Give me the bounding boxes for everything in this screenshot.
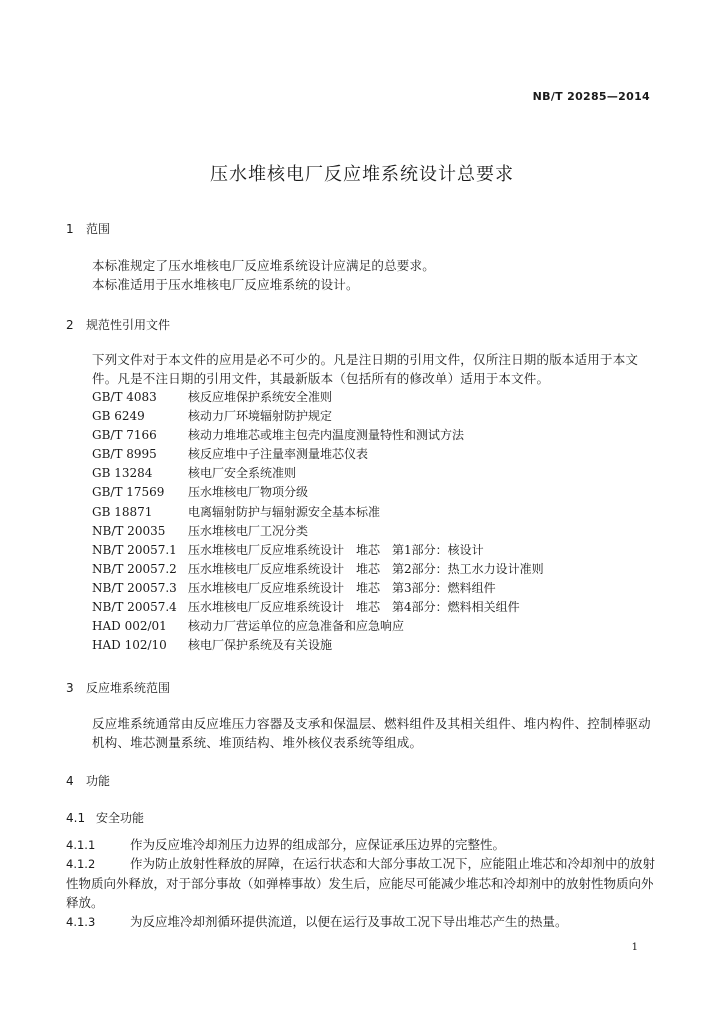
section-2-heading	[66, 316, 170, 333]
document-title: 压水堆核电厂反应堆系统设计总要求	[210, 164, 514, 185]
reference-title: 核动力厂营运单位的应急准备和应急响应	[188, 619, 405, 634]
intro-text: 下列文件对于本文件的应用是必不可少的。凡是注日期的引用文件，仅所注日期的版本适用于本文件。凡是不注日期的引用文件，其最新版本（包括所有的修改单）适用于本文件。	[92, 352, 639, 386]
reference-title: 核电厂安全系统准则	[188, 466, 297, 481]
list-item	[92, 617, 544, 636]
section-3-heading	[66, 679, 170, 696]
section-title: 安全功能	[96, 811, 145, 825]
list-item	[92, 598, 544, 617]
clause-text: 作为防止放射性释放的屏障，在运行状态和大部分事故工况下，应能阻止堆芯和冷却剂中的放射性物质向外释放，对于部分事故（如弹棒事故）发生后，应能尽可能减少堆芯和冷却剂中的放射性物质向外释放。	[66, 856, 656, 910]
section-3-paragraph	[66, 714, 662, 752]
section-1-paragraph-1: 本标准规定了压水堆核电厂反应堆系统设计应满足的总要求。	[92, 258, 435, 273]
section-1-paragraph-2: 本标准适用于压水堆核电厂反应堆系统的设计。	[92, 277, 359, 292]
clause-4-1-1	[66, 835, 660, 855]
reference-title: 压水堆核电厂反应堆系统设计 堆芯 第2部分：热工水力设计准则	[188, 561, 544, 576]
reference-title: 核电厂保护系统及有关设施	[188, 638, 333, 653]
section-1-heading	[66, 220, 110, 237]
clause-number: 4.1.1	[66, 838, 96, 852]
list-item	[92, 522, 544, 541]
reference-title: 压水堆核电厂反应堆系统设计 堆芯 第1部分：核设计	[188, 542, 484, 557]
reference-code: NB/T 20035	[92, 523, 166, 538]
section-4-heading	[66, 772, 110, 789]
clause-4-1-3	[66, 912, 660, 932]
section-number: 2	[66, 318, 74, 332]
section-4-1-heading	[66, 809, 144, 826]
section-title: 范围	[86, 222, 111, 236]
list-item	[92, 464, 544, 483]
reference-title: 核动力厂环境辐射防护规定	[188, 409, 333, 424]
clause-number: 4.1.3	[66, 915, 96, 929]
section-title: 功能	[86, 774, 111, 788]
reference-title: 压水堆核电厂反应堆系统设计 堆芯 第4部分：燃料相关组件	[188, 600, 520, 615]
list-item	[92, 560, 544, 579]
reference-code: GB/T 7166	[92, 428, 157, 443]
reference-title: 核反应堆保护系统安全准则	[188, 390, 333, 404]
page-number: 1	[631, 942, 638, 953]
reference-code: GB/T 8995	[92, 447, 157, 462]
reference-code: GB/T 4083	[92, 390, 157, 404]
reference-title: 核反应堆中子注量率测量堆芯仪表	[188, 447, 369, 462]
reference-title: 电离辐射防护与辐射源安全基本标准	[188, 504, 381, 519]
clause-4-1-2	[66, 854, 660, 912]
clause-number: 4.1.2	[66, 857, 96, 871]
section-number: 4	[66, 774, 74, 788]
list-item	[92, 426, 544, 445]
section-title: 规范性引用文件	[86, 318, 171, 332]
reference-code: GB/T 17569	[92, 485, 165, 500]
reference-code: HAD 002/01	[92, 619, 167, 634]
section-number: 3	[66, 681, 74, 695]
reference-title: 压水堆核电厂反应堆系统设计 堆芯 第3部分：燃料组件	[188, 580, 496, 595]
section-title: 反应堆系统范围	[86, 681, 171, 695]
list-item	[92, 541, 544, 560]
list-item	[92, 636, 544, 655]
reference-code: NB/T 20057.2	[92, 561, 177, 576]
section-3-text: 反应堆系统通常由反应堆压力容器及支承和保温层、燃料组件及其相关组件、堆内构件、控制棒驱动机构、堆芯测量系统、堆顶结构、堆外核仪表系统等组成。	[92, 716, 651, 750]
reference-title: 核动力堆堆芯或堆主包壳内温度测量特性和测试方法	[188, 428, 465, 443]
list-item	[92, 407, 544, 426]
standard-code: NB/T 20285—2014	[532, 90, 650, 103]
reference-code: HAD 102/10	[92, 638, 167, 653]
section-number: 1	[66, 222, 74, 236]
reference-code: NB/T 20057.3	[92, 580, 177, 595]
reference-title: 压水堆核电厂物项分级	[188, 485, 309, 500]
clause-text: 作为反应堆冷却剂压力边界的组成部分，应保证承压边界的完整性。	[130, 837, 506, 852]
list-item	[92, 445, 544, 464]
reference-code: GB 6249	[92, 409, 145, 424]
reference-code: GB 18871	[92, 504, 153, 519]
reference-list	[92, 388, 544, 655]
reference-code: NB/T 20057.4	[92, 600, 177, 615]
reference-title: 压水堆核电厂工况分类	[188, 523, 309, 538]
list-item	[92, 579, 544, 598]
section-2-intro	[66, 350, 662, 388]
reference-code: NB/T 20057.1	[92, 542, 177, 557]
clause-text: 为反应堆冷却剂循环提供流道，以便在运行及事故工况下导出堆芯产生的热量。	[130, 914, 568, 929]
list-item	[92, 483, 544, 502]
list-item	[92, 503, 544, 522]
list-item	[92, 388, 544, 407]
reference-code: GB 13284	[92, 466, 153, 481]
section-number: 4.1	[66, 811, 86, 825]
